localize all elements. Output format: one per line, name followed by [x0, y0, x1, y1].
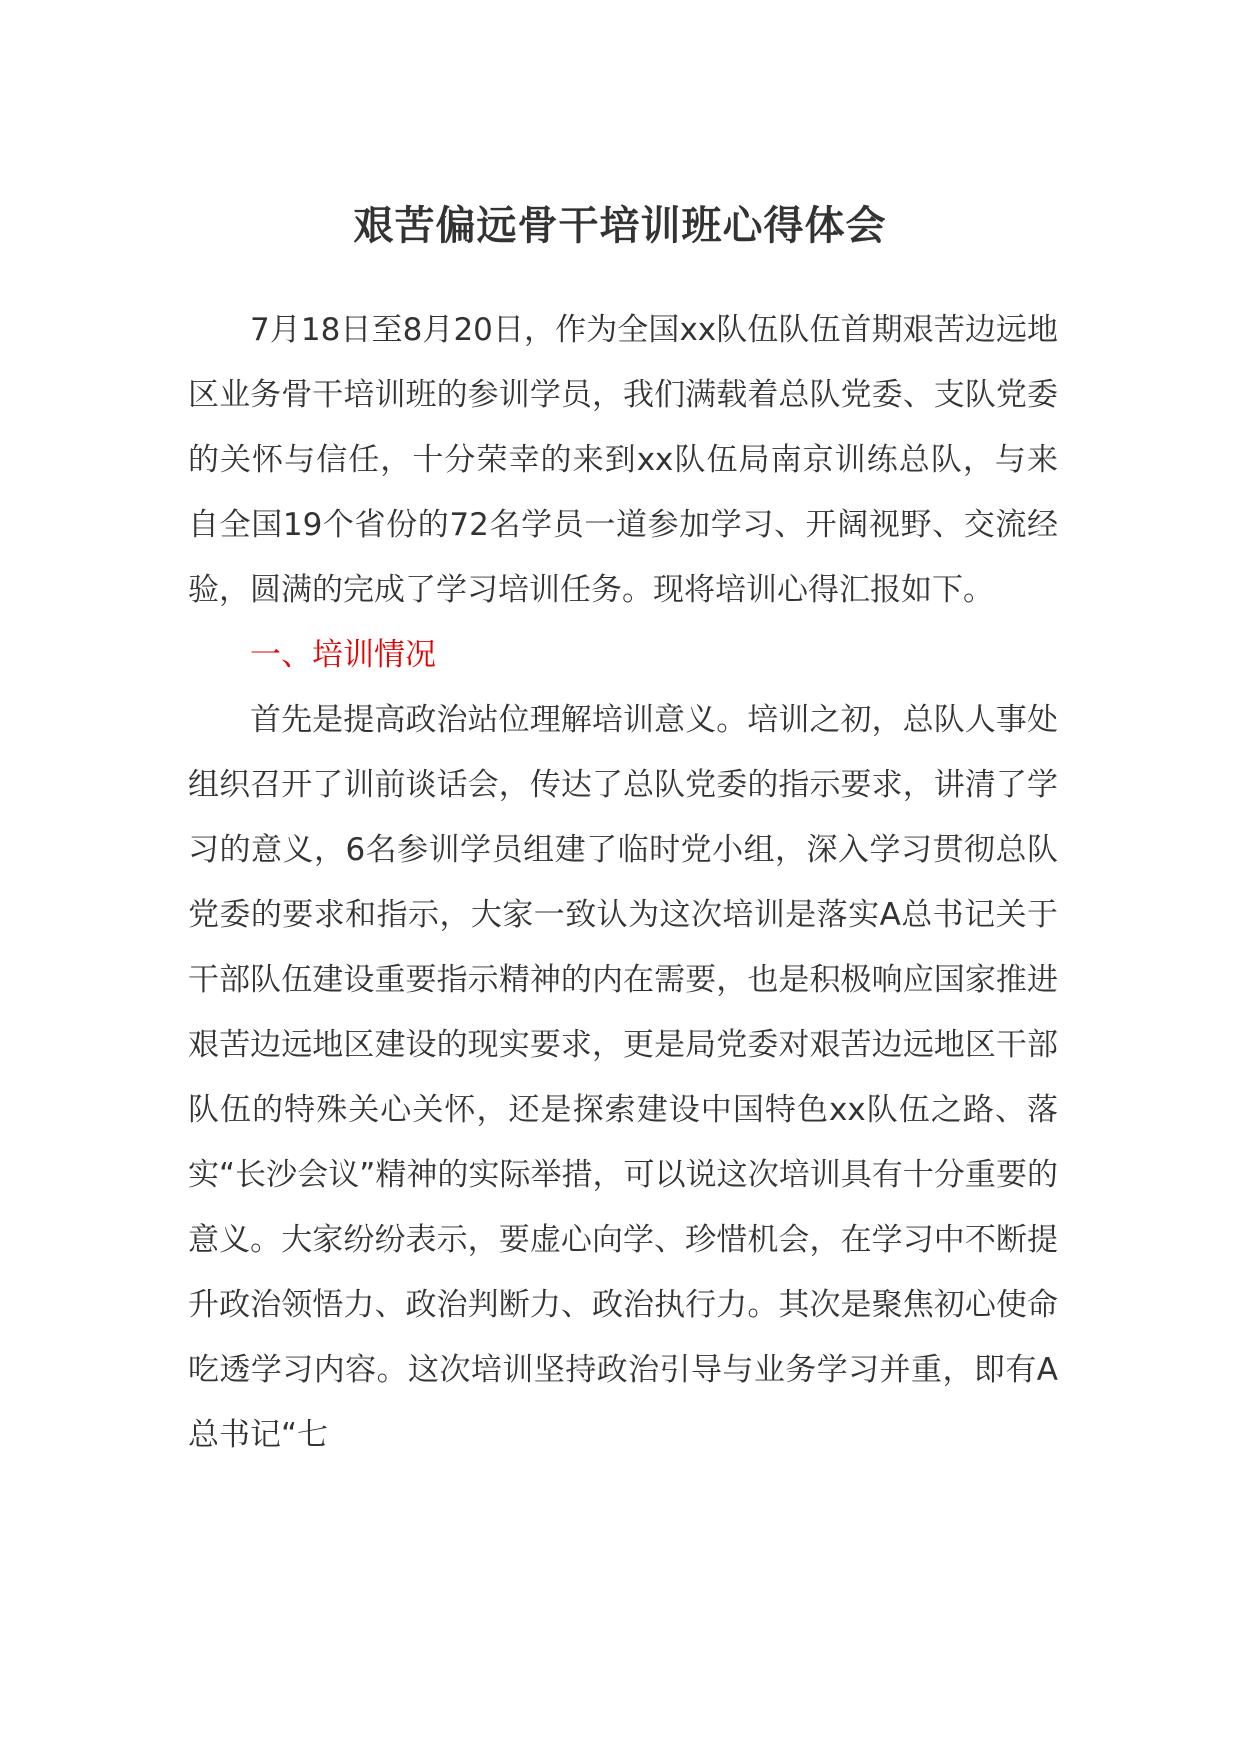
section-heading: 一、培训情况	[250, 637, 436, 673]
document-body	[188, 298, 1058, 1468]
section-paragraph: 首先是提高政治站位理解培训意义。培训之初，总队人事处组织召开了训前谈话会，传达了总队党委的指示要求，讲清了学习的意义，6名参训学员组建了临时党小组，深入学习贯彻总队党委的要求和指示，大家一致认为这次培训是落实A总书记关于干部队伍建设重要指示精神的内在需要，也是积极响应国家推进艰苦边远地区建设的现实要求，更是局党委对艰苦边远地区干部队伍的特殊关心关怀，还是探索建设中国特色xx队伍之路、落实“长沙会议”精神的实际举措，可以说这次培训具有十分重要的意义。大家纷纷表示，要虚心向学、珍惜机会，在学习中不断提升政治领悟力、政治判断力、政治执行力。其次是聚焦初心使命吃透学习内容。这次培训坚持政治引导与业务学习并重，即有A总书记“七	[188, 702, 1058, 1453]
document-title: 艰苦偏远骨干培训班心得体会	[353, 203, 887, 249]
intro-paragraph: 7月18日至8月20日，作为全国xx队伍队伍首期艰苦边远地区业务骨干培训班的参训学员，我们满载着总队党委、支队党委的关怀与信任，十分荣幸的来到xx队伍局南京训练总队，与来自全国19个省份的72名学员一道参加学习、开阔视野、交流经验，圆满的完成了学习培训任务。现将培训心得汇报如下。	[188, 312, 1058, 608]
